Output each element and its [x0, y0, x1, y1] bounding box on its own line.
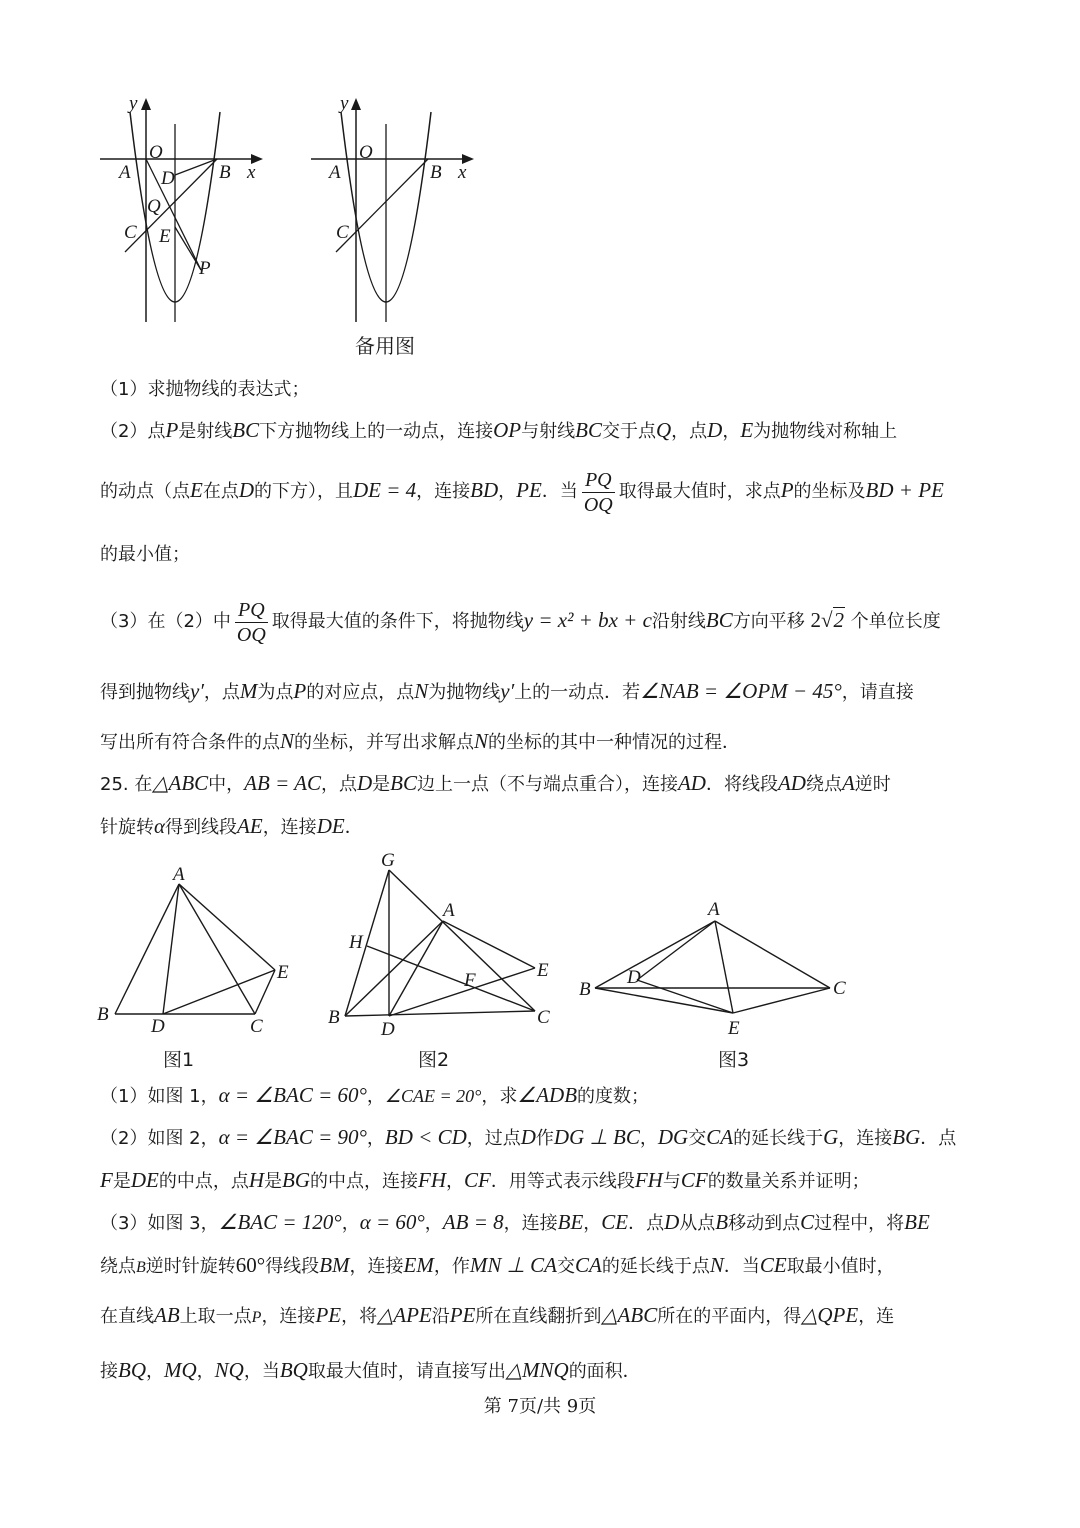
q25-part1: （1）如图 1，α = ∠BAC = 60°，∠CAE = 20°，求∠ADB的度数；	[100, 1083, 650, 1107]
fig1-label-q: Q	[147, 196, 161, 217]
q25-part3-line1: （3）如图 3，∠BAC = 120°，α = 60°，AB = 8，连接BE，CE．点D从点B移动到点C过程中，将BE	[100, 1210, 930, 1234]
page-footer: 第 7页/共 9页	[483, 1396, 597, 1417]
fig25-1-label-e: E	[277, 962, 289, 983]
fig25-2-label-e: E	[537, 960, 549, 981]
sqrt-expression: 2√2	[810, 608, 844, 632]
q25-part2-line1: （2）如图 2，α = ∠BAC = 90°，BD < CD，过点D作DG ⊥ BC，DG交CA的延长线于G，连接BG．点	[100, 1125, 957, 1149]
fraction-pq-oq-2: $\frac{PQ}{OQ}$	[236, 598, 266, 646]
fig2-label-b: B	[430, 162, 442, 183]
fig25-1-label-d: D	[151, 1016, 165, 1037]
fig2-label-x: x	[458, 162, 467, 183]
figure-parabola-main	[95, 92, 275, 332]
figure-q25-1	[95, 860, 315, 1040]
q24-part2-line2: 的动点（点E在点D的下方），且DE = 4，连接BD，PE．当 $\frac{PQ}{OQ}$ 取得最大值时，求点P的坐标及BD + PE	[100, 468, 944, 516]
fig25-2-label-a: A	[443, 900, 455, 921]
q24-part1: （1）求抛物线的表达式；	[100, 379, 310, 400]
figure-caption-spare: 备用图	[355, 334, 415, 358]
fig25-3-label-e: E	[728, 1018, 740, 1039]
fig2-label-o: O	[359, 142, 373, 163]
q24-part3-line1: （3）在（2）中 $\frac{PQ}{OQ}$ 取得最大值的条件下，将抛物线y = x² + bx + c沿射线BC方向平移 2√2 个单位长度	[100, 598, 941, 646]
fig2-label-y: y	[340, 93, 349, 114]
figure-parabola-spare	[306, 92, 486, 332]
fig25-3-label-a: A	[708, 899, 720, 920]
fig1-label-o: O	[149, 142, 163, 163]
fig25-1-label-a: A	[173, 864, 185, 885]
fig1-label-a: A	[119, 162, 131, 183]
fig2-label-c: C	[336, 222, 349, 243]
q25-part3-line3: 在直线AB上取一点P，连接PE，将△APE沿PE所在直线翻折到△ABC所在的平面内，得△QPE，连	[100, 1303, 895, 1327]
q25-intro-line1: 25. 在△ABC中，AB = AC，点D是BC边上一点（不与端点重合），连接AD．将线段AD绕点A逆时	[100, 771, 891, 795]
fig25-2-label-d: D	[381, 1019, 395, 1040]
q25-part3-line2: 绕点B逆时针旋转60°得线段BM，连接EM，作MN ⊥ CA交CA的延长线于点N．当CE取最小值时，	[100, 1253, 895, 1277]
fig25-1-label-c: C	[250, 1016, 263, 1037]
fig25-3-label-b: B	[579, 979, 591, 1000]
figure-q25-3	[575, 895, 865, 1045]
fig1-label-y: y	[129, 93, 138, 114]
fig2-label-a: A	[329, 162, 341, 183]
q24-part2-line1: （2）点P是射线BC下方抛物线上的一动点，连接OP与射线BC交于点Q，点D，E为抛物线对称轴上	[100, 418, 898, 442]
fig25-3-label-d: D	[627, 967, 641, 988]
fig1-label-b: B	[219, 162, 231, 183]
figure-caption-3: 图3	[718, 1049, 750, 1071]
fig25-3-label-c: C	[833, 978, 846, 999]
q24-part3-line2: 得到抛物线y′，点M为点P的对应点，点N为抛物线y′上的一动点．若∠NAB = ∠OPM − 45°，请直接	[100, 679, 914, 703]
q25-part2-line2: F是DE的中点，点H是BG的中点，连接FH，CF．用等式表示线段FH与CF的数量关系并证明；	[100, 1168, 870, 1192]
fig1-label-x: x	[247, 162, 256, 183]
q25-intro-line2: 针旋转α得到线段AE，连接DE．	[100, 814, 363, 838]
fig25-2-label-b: B	[328, 1007, 340, 1028]
q24-part2-line3: 的最小值；	[100, 544, 190, 565]
fig1-label-d: D	[161, 168, 175, 189]
q25-part3-line4: 接BQ，MQ，NQ，当BQ取最大值时，请直接写出△MNQ的面积．	[100, 1358, 641, 1382]
fig25-2-label-g: G	[381, 850, 395, 871]
q24-part3-line3: 写出所有符合条件的点N的坐标，并写出求解点N的坐标的其中一种情况的过程．	[100, 729, 741, 753]
fig25-2-label-f: F	[464, 970, 476, 991]
figure-caption-1: 图1	[163, 1049, 195, 1071]
fig25-1-label-b: B	[97, 1004, 109, 1025]
figure-caption-2: 图2	[418, 1049, 450, 1071]
fig1-label-c: C	[124, 222, 137, 243]
fig25-2-label-c: C	[537, 1007, 550, 1028]
fraction-pq-oq: $\frac{PQ}{OQ}$	[583, 468, 613, 516]
fig1-label-e: E	[159, 226, 171, 247]
fig1-label-p: P	[199, 258, 211, 279]
fig25-2-label-h: H	[349, 932, 363, 953]
figure-q25-2	[325, 848, 565, 1043]
